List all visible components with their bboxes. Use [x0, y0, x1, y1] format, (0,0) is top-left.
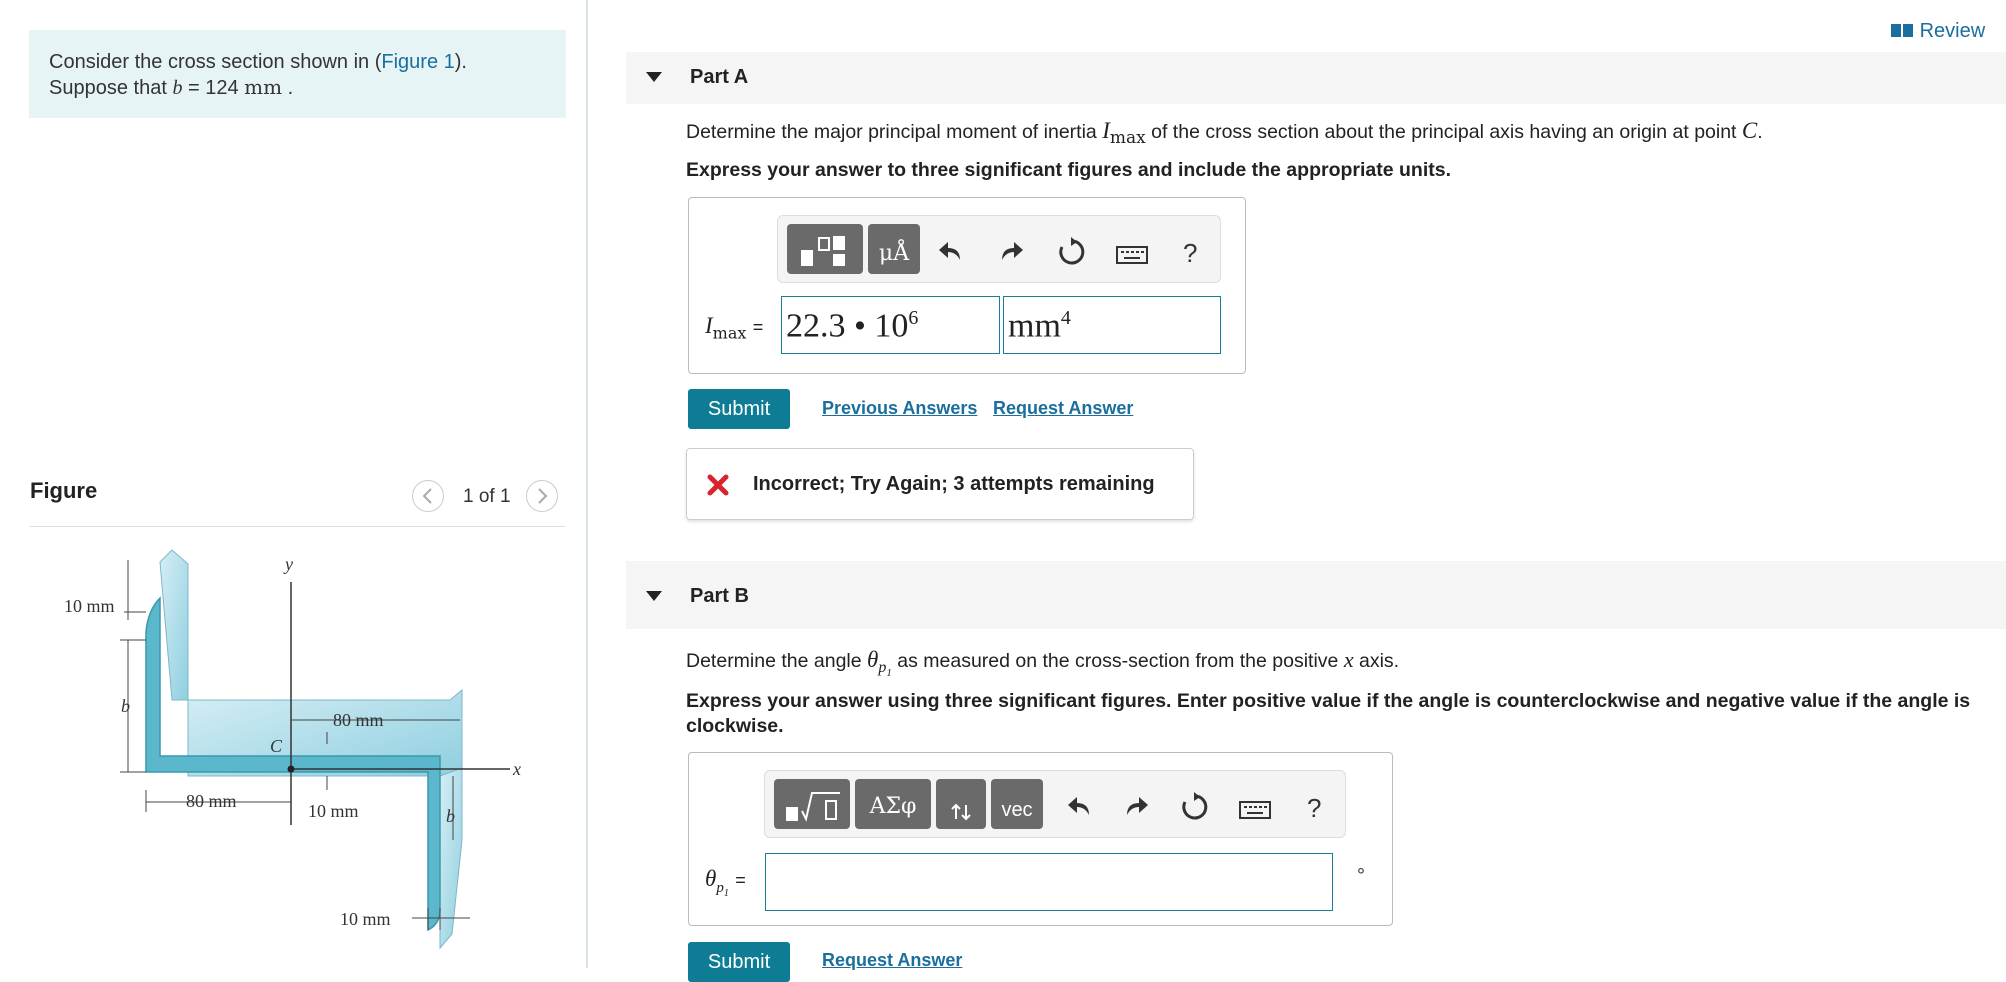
theta-sub: p	[878, 658, 887, 676]
keyboard-icon[interactable]	[1239, 801, 1271, 821]
label-80mm-inner: 80 mm	[333, 710, 384, 730]
chevron-right-icon	[527, 481, 557, 511]
part-b-header[interactable]	[626, 561, 2006, 629]
part-b-question-pre: Determine the angle	[686, 650, 868, 672]
help-button[interactable]: ?	[1183, 238, 1198, 268]
collapse-triangle-icon	[646, 591, 662, 601]
flange-top-face	[160, 550, 188, 700]
undo-icon[interactable]	[936, 236, 966, 266]
cross-section-figure	[0, 540, 580, 960]
theta-symbol: θ	[867, 647, 879, 672]
answer-label-sub: max	[712, 323, 747, 343]
units-button[interactable]: μÅ	[868, 224, 920, 274]
figure-prev-button[interactable]	[412, 480, 444, 512]
label-c-point: C	[270, 736, 283, 756]
degree-unit: °	[1357, 865, 1365, 887]
label-10mm-top: 10 mm	[64, 596, 115, 616]
greek-button[interactable]: ΑΣφ	[855, 779, 931, 829]
part-b-question	[686, 647, 1399, 679]
problem-var-b: b	[172, 77, 183, 99]
centroid-point	[288, 766, 295, 773]
imax-sub: max	[1109, 127, 1146, 148]
part-b-answer-label	[705, 865, 746, 899]
figure-link[interactable]: Figure 1	[381, 51, 455, 73]
answer-label-subsub: 1	[723, 887, 729, 899]
part-a-label: Part A	[690, 66, 749, 88]
part-a-question-end: .	[1757, 121, 1763, 143]
theta-subsub: 1	[886, 667, 892, 680]
problem-unit: mm	[244, 75, 283, 99]
part-a-question-pre: Determine the major principal moment of inertia	[686, 121, 1103, 143]
part-a-header[interactable]	[626, 52, 2006, 104]
templates-icon	[787, 224, 863, 274]
templates-button[interactable]	[787, 224, 863, 274]
equals-sign: =	[735, 870, 746, 890]
part-b-answer-box	[688, 752, 1393, 926]
figure-title: Figure	[30, 478, 98, 503]
part-b-instructions: Express your answer using three significant figures. Enter positive value if the angle is counterclockwise and negative value if the angle is clockwise.	[686, 690, 1971, 737]
vector-button[interactable]: vec	[991, 779, 1043, 829]
label-x-axis: x	[513, 759, 521, 779]
swap-arrows-icon	[936, 779, 986, 829]
part-a-request-answer-link[interactable]: Request Answer	[993, 398, 1134, 418]
redo-icon[interactable]	[996, 236, 1026, 266]
part-b-question-post: as measured on the cross-section from the positive	[891, 650, 1344, 672]
undo-icon[interactable]	[1065, 791, 1095, 821]
part-a-toolbar	[777, 215, 1221, 283]
part-a-submit-button[interactable]: Submit	[688, 389, 790, 429]
figure-counter: 1 of 1	[463, 486, 511, 507]
answer-label-sub: p	[716, 879, 724, 896]
value-input[interactable]	[781, 296, 1000, 354]
x-icon	[707, 474, 729, 496]
book-icon	[1890, 22, 1914, 38]
part-a-question-post: of the cross section about the principal axis having an origin at point	[1145, 121, 1742, 143]
part-b-question-end: axis.	[1353, 650, 1400, 672]
chevron-left-icon	[413, 481, 443, 511]
unit-base: mm	[1008, 307, 1061, 345]
answer-label-theta: θ	[705, 866, 717, 891]
review-label: Review	[1919, 20, 1986, 42]
problem-value: = 124	[182, 77, 245, 99]
figure-next-button[interactable]	[526, 480, 558, 512]
part-a-answer-box	[688, 197, 1246, 374]
redo-icon[interactable]	[1121, 791, 1151, 821]
keyboard-icon[interactable]	[1116, 246, 1148, 266]
answer-label-i: I	[705, 313, 713, 338]
problem-text-before: Consider the cross section shown in (	[49, 51, 382, 73]
arrows-button[interactable]	[936, 779, 986, 829]
label-b-right: b	[446, 806, 455, 826]
review-link[interactable]	[1890, 20, 1985, 43]
label-10mm-bottom: 10 mm	[340, 909, 391, 929]
part-a-question	[686, 118, 1763, 148]
label-80mm-bottom: 80 mm	[186, 791, 237, 811]
flange-right-face	[440, 768, 462, 948]
x-axis-var: x	[1343, 647, 1354, 672]
imax-symbol: I	[1102, 118, 1110, 143]
problem-statement	[29, 30, 566, 118]
figure-divider	[30, 526, 565, 527]
part-b-request-answer-link[interactable]: Request Answer	[822, 950, 963, 970]
templates-sqrt-icon	[774, 779, 850, 829]
value-mantissa: 22.3 • 10	[786, 307, 909, 345]
equals-sign: =	[752, 317, 764, 337]
unit-exponent: 4	[1060, 307, 1071, 329]
point-c: C	[1741, 118, 1758, 143]
reset-icon[interactable]	[1179, 791, 1211, 823]
units-input[interactable]	[1003, 296, 1221, 354]
angle-input[interactable]	[765, 853, 1333, 911]
label-y-axis: y	[285, 554, 293, 574]
feedback-text: Incorrect; Try Again; 3 attempts remaining	[753, 473, 1155, 495]
label-b-left: b	[121, 696, 130, 716]
label-10mm-mid: 10 mm	[308, 801, 359, 821]
problem-text-after: ). Suppose that	[49, 51, 467, 99]
part-b-submit-button[interactable]: Submit	[688, 942, 790, 982]
reset-icon[interactable]	[1056, 236, 1088, 268]
previous-answers-link[interactable]: Previous Answers	[822, 398, 978, 418]
pane-divider[interactable]	[586, 0, 588, 968]
feedback-box	[686, 448, 1194, 520]
templates-button[interactable]	[774, 779, 850, 829]
section-shape	[146, 598, 440, 930]
collapse-triangle-icon	[646, 72, 662, 82]
part-b-label: Part B	[690, 585, 749, 607]
part-b-toolbar	[764, 770, 1346, 838]
problem-period: .	[282, 77, 294, 99]
help-button[interactable]: ?	[1307, 793, 1322, 823]
part-a-answer-label	[705, 312, 763, 343]
value-exponent: 6	[908, 307, 919, 329]
part-a-instructions: Express your answer to three significant figures and include the appropriate units.	[686, 159, 1451, 181]
